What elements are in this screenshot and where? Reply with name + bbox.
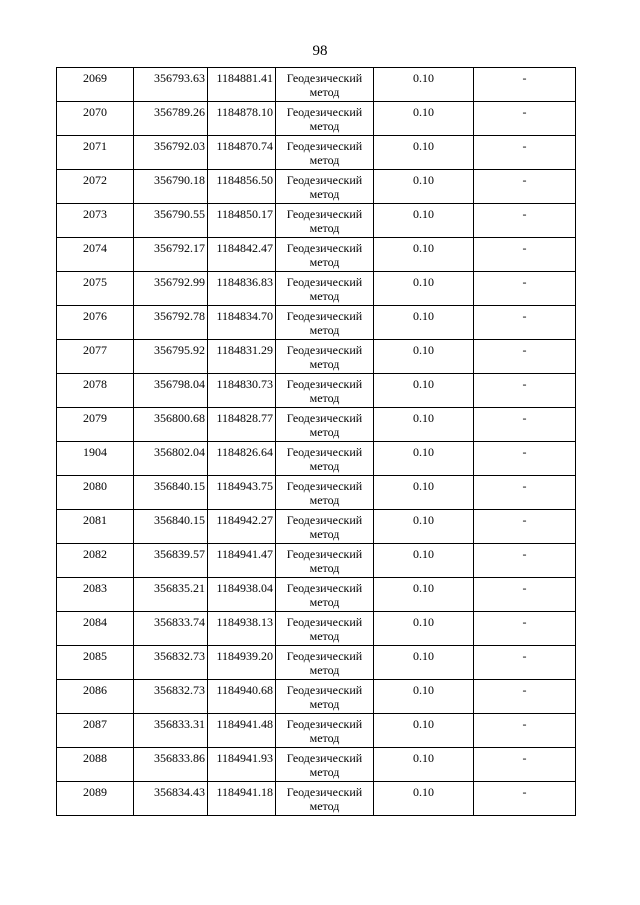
method-line-1: Геодезический	[286, 751, 363, 765]
table-row	[57, 646, 576, 680]
description-cell: -	[474, 510, 576, 544]
x-coordinate-cell: 356832.73	[134, 646, 208, 680]
method-line-2: метод	[309, 153, 340, 167]
accuracy-cell: 0.10	[374, 578, 474, 612]
description-cell: -	[474, 374, 576, 408]
table-row	[57, 136, 576, 170]
method-line-1: Геодезический	[286, 241, 363, 255]
table-row	[57, 612, 576, 646]
method-cell	[276, 544, 374, 578]
method-line-2: метод	[309, 323, 340, 337]
y-coordinate-cell: 1184941.47	[208, 544, 276, 578]
x-coordinate-cell: 356800.68	[134, 408, 208, 442]
point-number-cell: 2088	[57, 748, 134, 782]
description-cell: -	[474, 170, 576, 204]
accuracy-cell: 0.10	[374, 476, 474, 510]
point-number-cell: 2089	[57, 782, 134, 816]
table-body	[57, 68, 576, 816]
table-row	[57, 272, 576, 306]
method-cell	[276, 374, 374, 408]
x-coordinate-cell: 356790.55	[134, 204, 208, 238]
x-coordinate-cell: 356789.26	[134, 102, 208, 136]
accuracy-cell: 0.10	[374, 204, 474, 238]
description-cell: -	[474, 306, 576, 340]
method-cell	[276, 510, 374, 544]
method-line-1: Геодезический	[286, 445, 363, 459]
table-row	[57, 680, 576, 714]
table-row	[57, 782, 576, 816]
x-coordinate-cell: 356798.04	[134, 374, 208, 408]
description-cell: -	[474, 204, 576, 238]
description-cell: -	[474, 408, 576, 442]
method-line-1: Геодезический	[286, 411, 363, 425]
x-coordinate-cell: 356835.21	[134, 578, 208, 612]
x-coordinate-cell: 356792.17	[134, 238, 208, 272]
method-line-1: Геодезический	[286, 207, 363, 221]
y-coordinate-cell: 1184826.64	[208, 442, 276, 476]
accuracy-cell: 0.10	[374, 136, 474, 170]
table-row	[57, 510, 576, 544]
y-coordinate-cell: 1184870.74	[208, 136, 276, 170]
y-coordinate-cell: 1184856.50	[208, 170, 276, 204]
table-row	[57, 374, 576, 408]
method-line-1: Геодезический	[286, 649, 363, 663]
point-number-cell: 2078	[57, 374, 134, 408]
y-coordinate-cell: 1184938.13	[208, 612, 276, 646]
y-coordinate-cell: 1184831.29	[208, 340, 276, 374]
x-coordinate-cell: 356833.86	[134, 748, 208, 782]
method-line-1: Геодезический	[286, 479, 363, 493]
x-coordinate-cell: 356790.18	[134, 170, 208, 204]
description-cell: -	[474, 272, 576, 306]
table-row	[57, 714, 576, 748]
x-coordinate-cell: 356802.04	[134, 442, 208, 476]
accuracy-cell: 0.10	[374, 102, 474, 136]
point-number-cell: 2079	[57, 408, 134, 442]
y-coordinate-cell: 1184850.17	[208, 204, 276, 238]
method-line-1: Геодезический	[286, 717, 363, 731]
method-cell	[276, 136, 374, 170]
description-cell: -	[474, 136, 576, 170]
method-line-2: метод	[309, 255, 340, 269]
table-row	[57, 306, 576, 340]
description-cell: -	[474, 442, 576, 476]
accuracy-cell: 0.10	[374, 748, 474, 782]
method-line-2: метод	[309, 765, 340, 779]
method-cell	[276, 714, 374, 748]
y-coordinate-cell: 1184878.10	[208, 102, 276, 136]
coordinates-table	[56, 67, 576, 816]
method-line-2: метод	[309, 119, 340, 133]
method-cell	[276, 204, 374, 238]
accuracy-cell: 0.10	[374, 340, 474, 374]
method-line-1: Геодезический	[286, 139, 363, 153]
method-line-2: метод	[309, 391, 340, 405]
method-line-1: Геодезический	[286, 547, 363, 561]
point-number-cell: 2071	[57, 136, 134, 170]
method-cell	[276, 170, 374, 204]
page-number: 98	[312, 43, 328, 59]
x-coordinate-cell: 356792.78	[134, 306, 208, 340]
description-cell: -	[474, 714, 576, 748]
x-coordinate-cell: 356839.57	[134, 544, 208, 578]
x-coordinate-cell: 356840.15	[134, 476, 208, 510]
y-coordinate-cell: 1184881.41	[208, 68, 276, 102]
method-cell	[276, 306, 374, 340]
method-line-1: Геодезический	[286, 71, 363, 85]
table-row	[57, 544, 576, 578]
accuracy-cell: 0.10	[374, 782, 474, 816]
method-line-2: метод	[309, 221, 340, 235]
point-number-cell: 2085	[57, 646, 134, 680]
method-line-2: метод	[309, 629, 340, 643]
accuracy-cell: 0.10	[374, 374, 474, 408]
table-row	[57, 340, 576, 374]
point-number-cell: 2077	[57, 340, 134, 374]
method-cell	[276, 646, 374, 680]
description-cell: -	[474, 680, 576, 714]
accuracy-cell: 0.10	[374, 272, 474, 306]
method-line-1: Геодезический	[286, 683, 363, 697]
table-row	[57, 102, 576, 136]
method-cell	[276, 408, 374, 442]
method-line-2: метод	[309, 527, 340, 541]
table-row	[57, 442, 576, 476]
method-cell	[276, 238, 374, 272]
description-cell: -	[474, 102, 576, 136]
method-line-2: метод	[309, 493, 340, 507]
table-row	[57, 238, 576, 272]
y-coordinate-cell: 1184942.27	[208, 510, 276, 544]
accuracy-cell: 0.10	[374, 68, 474, 102]
method-line-2: метод	[309, 561, 340, 575]
point-number-cell: 2084	[57, 612, 134, 646]
method-cell	[276, 612, 374, 646]
point-number-cell: 2076	[57, 306, 134, 340]
method-line-2: метод	[309, 425, 340, 439]
method-line-2: метод	[309, 357, 340, 371]
description-cell: -	[474, 578, 576, 612]
table-row	[57, 476, 576, 510]
method-line-2: метод	[309, 459, 340, 473]
method-cell	[276, 340, 374, 374]
method-line-1: Геодезический	[286, 173, 363, 187]
y-coordinate-cell: 1184828.77	[208, 408, 276, 442]
x-coordinate-cell: 356795.92	[134, 340, 208, 374]
description-cell: -	[474, 544, 576, 578]
description-cell: -	[474, 476, 576, 510]
method-cell	[276, 782, 374, 816]
accuracy-cell: 0.10	[374, 680, 474, 714]
method-line-2: метод	[309, 663, 340, 677]
y-coordinate-cell: 1184943.75	[208, 476, 276, 510]
accuracy-cell: 0.10	[374, 306, 474, 340]
accuracy-cell: 0.10	[374, 408, 474, 442]
table-row	[57, 204, 576, 238]
x-coordinate-cell: 356792.03	[134, 136, 208, 170]
method-line-2: метод	[309, 187, 340, 201]
method-cell	[276, 68, 374, 102]
description-cell: -	[474, 68, 576, 102]
accuracy-cell: 0.10	[374, 238, 474, 272]
accuracy-cell: 0.10	[374, 442, 474, 476]
method-line-2: метод	[309, 697, 340, 711]
point-number-cell: 2081	[57, 510, 134, 544]
x-coordinate-cell: 356792.99	[134, 272, 208, 306]
x-coordinate-cell: 356833.31	[134, 714, 208, 748]
method-line-1: Геодезический	[286, 615, 363, 629]
table-row	[57, 748, 576, 782]
method-cell	[276, 442, 374, 476]
description-cell: -	[474, 782, 576, 816]
method-line-1: Геодезический	[286, 785, 363, 799]
y-coordinate-cell: 1184842.47	[208, 238, 276, 272]
method-cell	[276, 680, 374, 714]
description-cell: -	[474, 612, 576, 646]
table-row	[57, 578, 576, 612]
description-cell: -	[474, 646, 576, 680]
description-cell: -	[474, 238, 576, 272]
description-cell: -	[474, 748, 576, 782]
y-coordinate-cell: 1184941.48	[208, 714, 276, 748]
x-coordinate-cell: 356840.15	[134, 510, 208, 544]
accuracy-cell: 0.10	[374, 544, 474, 578]
method-line-1: Геодезический	[286, 343, 363, 357]
method-line-1: Геодезический	[286, 581, 363, 595]
point-number-cell: 2083	[57, 578, 134, 612]
method-cell	[276, 748, 374, 782]
method-cell	[276, 272, 374, 306]
accuracy-cell: 0.10	[374, 510, 474, 544]
point-number-cell: 2082	[57, 544, 134, 578]
method-line-1: Геодезический	[286, 275, 363, 289]
table-row	[57, 68, 576, 102]
accuracy-cell: 0.10	[374, 714, 474, 748]
x-coordinate-cell: 356833.74	[134, 612, 208, 646]
method-line-2: метод	[309, 289, 340, 303]
point-number-cell: 2087	[57, 714, 134, 748]
x-coordinate-cell: 356834.43	[134, 782, 208, 816]
y-coordinate-cell: 1184940.68	[208, 680, 276, 714]
method-line-2: метод	[309, 595, 340, 609]
point-number-cell: 2072	[57, 170, 134, 204]
accuracy-cell: 0.10	[374, 612, 474, 646]
method-line-1: Геодезический	[286, 513, 363, 527]
y-coordinate-cell: 1184830.73	[208, 374, 276, 408]
method-line-1: Геодезический	[286, 377, 363, 391]
method-line-1: Геодезический	[286, 309, 363, 323]
method-cell	[276, 578, 374, 612]
y-coordinate-cell: 1184834.70	[208, 306, 276, 340]
table-row	[57, 170, 576, 204]
point-number-cell: 2069	[57, 68, 134, 102]
x-coordinate-cell: 356793.63	[134, 68, 208, 102]
method-cell	[276, 476, 374, 510]
point-number-cell: 2074	[57, 238, 134, 272]
point-number-cell: 2075	[57, 272, 134, 306]
y-coordinate-cell: 1184941.93	[208, 748, 276, 782]
point-number-cell: 2073	[57, 204, 134, 238]
table-row	[57, 408, 576, 442]
method-line-2: метод	[309, 799, 340, 813]
method-line-2: метод	[309, 85, 340, 99]
y-coordinate-cell: 1184939.20	[208, 646, 276, 680]
y-coordinate-cell: 1184941.18	[208, 782, 276, 816]
accuracy-cell: 0.10	[374, 646, 474, 680]
accuracy-cell: 0.10	[374, 170, 474, 204]
method-line-2: метод	[309, 731, 340, 745]
point-number-cell: 2086	[57, 680, 134, 714]
point-number-cell: 1904	[57, 442, 134, 476]
y-coordinate-cell: 1184938.04	[208, 578, 276, 612]
method-line-1: Геодезический	[286, 105, 363, 119]
description-cell: -	[474, 340, 576, 374]
point-number-cell: 2080	[57, 476, 134, 510]
x-coordinate-cell: 356832.73	[134, 680, 208, 714]
y-coordinate-cell: 1184836.83	[208, 272, 276, 306]
method-cell	[276, 102, 374, 136]
point-number-cell: 2070	[57, 102, 134, 136]
